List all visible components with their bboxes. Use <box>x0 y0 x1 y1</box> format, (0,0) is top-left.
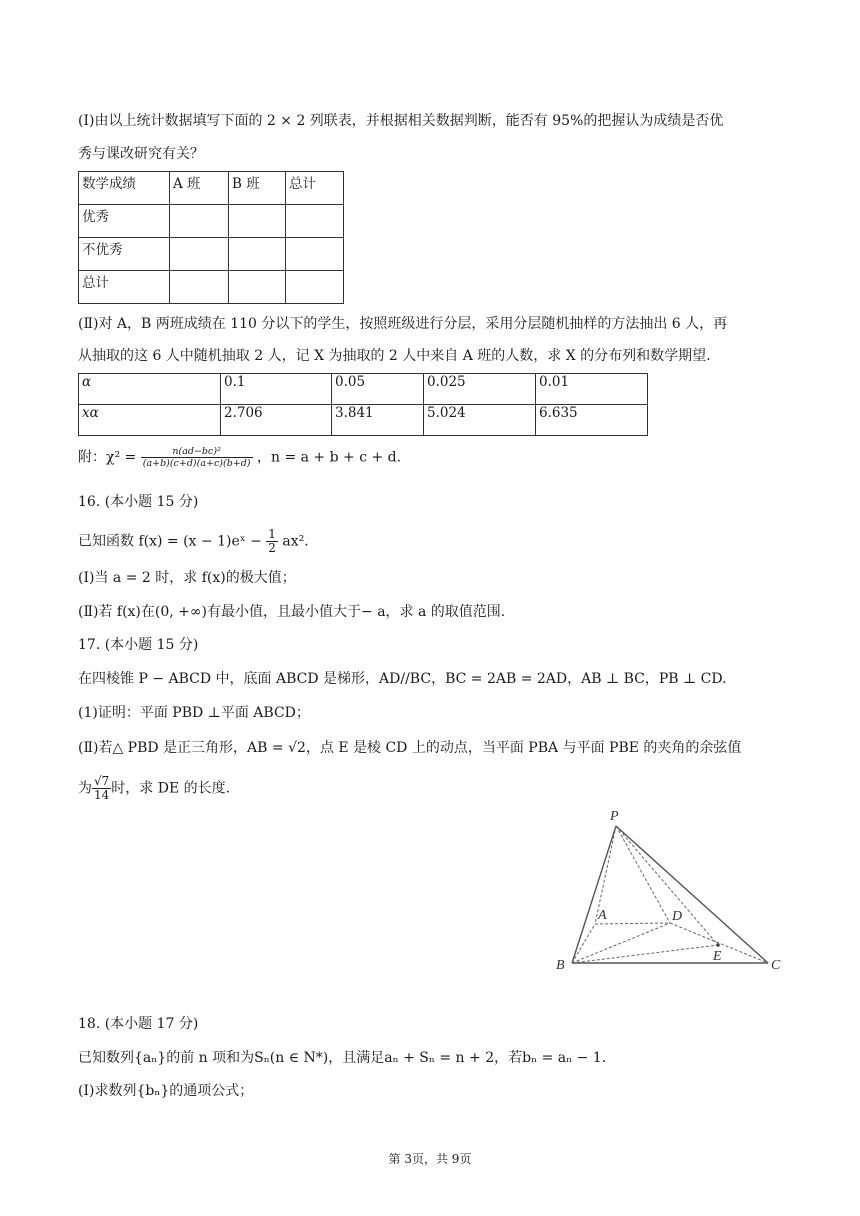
table-cell <box>286 205 344 238</box>
q17-stem: 在四棱锥 P − ABCD 中，底面 ABCD 是梯形，AD//BC，BC = 2AB = 2AD，AB ⊥ BC，PB ⊥ CD. <box>78 671 727 687</box>
q16-title: 16. (本小题 15 分) <box>78 494 199 510</box>
label-a: A <box>598 908 607 923</box>
table-cell: 0.05 <box>332 374 424 405</box>
table-row <box>79 374 648 405</box>
critical-value-table <box>78 373 648 436</box>
table-header-row <box>79 172 344 205</box>
q17-part2-line2 <box>78 775 230 802</box>
table-cell: α <box>79 374 221 405</box>
table-header: 数学成绩 <box>79 172 170 205</box>
label-p: P <box>610 809 619 824</box>
chi-square-formula <box>78 446 401 469</box>
q17-part2-prefix: 为 <box>78 780 92 797</box>
table-header: A 班 <box>170 172 229 205</box>
table-cell <box>170 205 229 238</box>
edge-ad <box>595 923 670 924</box>
edge-pe <box>616 826 718 945</box>
label-c: C <box>771 958 781 973</box>
q17-frac-den: 14 <box>94 788 110 802</box>
table-cell: 0.01 <box>536 374 648 405</box>
q15-part2-line1: (Ⅱ)对 A，B 两班成绩在 110 分以下的学生，按照班级进行分层，采用分层随机抽样的方法抽出 6 人，再 <box>78 316 728 332</box>
pyramid-figure <box>550 805 790 980</box>
formula-suffix: ，n = a + b + c + d. <box>256 449 402 466</box>
q15-part2-line2: 从抽取的这 6 人中随机抽取 2 人，记 X 为抽取的 2 人中来自 A 班的人数，求 X 的分布列和数学期望. <box>78 348 711 364</box>
formula-prefix: 附：χ² = <box>78 449 137 466</box>
formula-numerator: n(ad−bc)² <box>141 446 253 458</box>
table-cell: 总计 <box>79 271 170 304</box>
q16-frac-num: 1 <box>268 527 276 541</box>
table-header: 总计 <box>286 172 344 205</box>
table-cell: 6.635 <box>536 405 648 436</box>
table-cell <box>286 238 344 271</box>
q17-title: 17. (本小题 15 分) <box>78 637 199 653</box>
q17-part1: (1)证明：平面 PBD ⊥平面 ABCD； <box>78 705 310 721</box>
table-cell <box>229 238 286 271</box>
page-footer: 第 3页，共 9页 <box>388 1152 472 1166</box>
edge-be <box>572 945 718 963</box>
q16-frac-den: 2 <box>268 541 276 555</box>
table-row <box>79 271 344 304</box>
q16-fraction <box>266 528 278 555</box>
q18-part1: (Ⅰ)求数列{bₙ}的通项公式； <box>78 1083 254 1099</box>
label-e: E <box>713 949 722 964</box>
q16-part1: (Ⅰ)当 a = 2 时，求 f(x)的极大值； <box>78 570 296 586</box>
q17-fraction <box>92 775 111 802</box>
table-cell: 不优秀 <box>79 238 170 271</box>
edge-pb <box>572 826 616 963</box>
q18-title: 18. (本小题 17 分) <box>78 1016 199 1032</box>
q15-part1-line1: (Ⅰ)由以上统计数据填写下面的 2 × 2 列联表，并根据相关数据判断，能否有 95%的把握认为成绩是否优 <box>78 113 724 129</box>
q17-frac-num: √7 <box>94 774 110 788</box>
q16-stem-suffix: ax². <box>282 533 309 550</box>
edge-pc <box>616 826 768 963</box>
q17-part2-suffix: 时，求 DE 的长度. <box>111 780 231 797</box>
table-cell: 5.024 <box>424 405 536 436</box>
table-row <box>79 238 344 271</box>
edge-bd <box>572 923 670 963</box>
table-cell: 0.1 <box>221 374 332 405</box>
edge-ba <box>572 924 595 963</box>
table-cell: 3.841 <box>332 405 424 436</box>
table-cell <box>286 271 344 304</box>
table-cell <box>229 205 286 238</box>
table-header: B 班 <box>229 172 286 205</box>
table-cell: 优秀 <box>79 205 170 238</box>
q16-stem <box>78 528 309 555</box>
point-e <box>716 943 720 947</box>
contingency-table <box>78 171 344 304</box>
q16-part2: (Ⅱ)若 f(x)在(0, +∞)有最小值，且最小值大于− a，求 a 的取值范围. <box>78 604 506 620</box>
table-cell <box>170 271 229 304</box>
table-row <box>79 205 344 238</box>
q18-stem: 已知数列{aₙ}的前 n 项和为Sₙ(n ∈ N*)，且满足aₙ + Sₙ = n + 2，若bₙ = aₙ − 1. <box>78 1050 607 1066</box>
table-cell <box>170 238 229 271</box>
formula-fraction <box>141 446 253 469</box>
label-d: D <box>672 909 683 924</box>
q15-part1-line2: 秀与课改研究有关？ <box>78 146 204 162</box>
label-b: B <box>556 958 565 973</box>
table-cell: 2.706 <box>221 405 332 436</box>
q16-stem-prefix: 已知函数 f(x) = (x − 1)eˣ − <box>78 533 262 550</box>
table-cell: 0.025 <box>424 374 536 405</box>
q17-part2-line1: (Ⅱ)若△ PBD 是正三角形，AB = √2，点 E 是棱 CD 上的动点，当平面 PBA 与平面 PBE 的夹角的余弦值 <box>78 740 742 756</box>
edge-pd <box>616 826 670 923</box>
table-cell: xα <box>79 405 221 436</box>
table-row <box>79 405 648 436</box>
table-cell <box>229 271 286 304</box>
formula-denominator: (a+b)(c+d)(a+c)(b+d) <box>142 458 251 469</box>
